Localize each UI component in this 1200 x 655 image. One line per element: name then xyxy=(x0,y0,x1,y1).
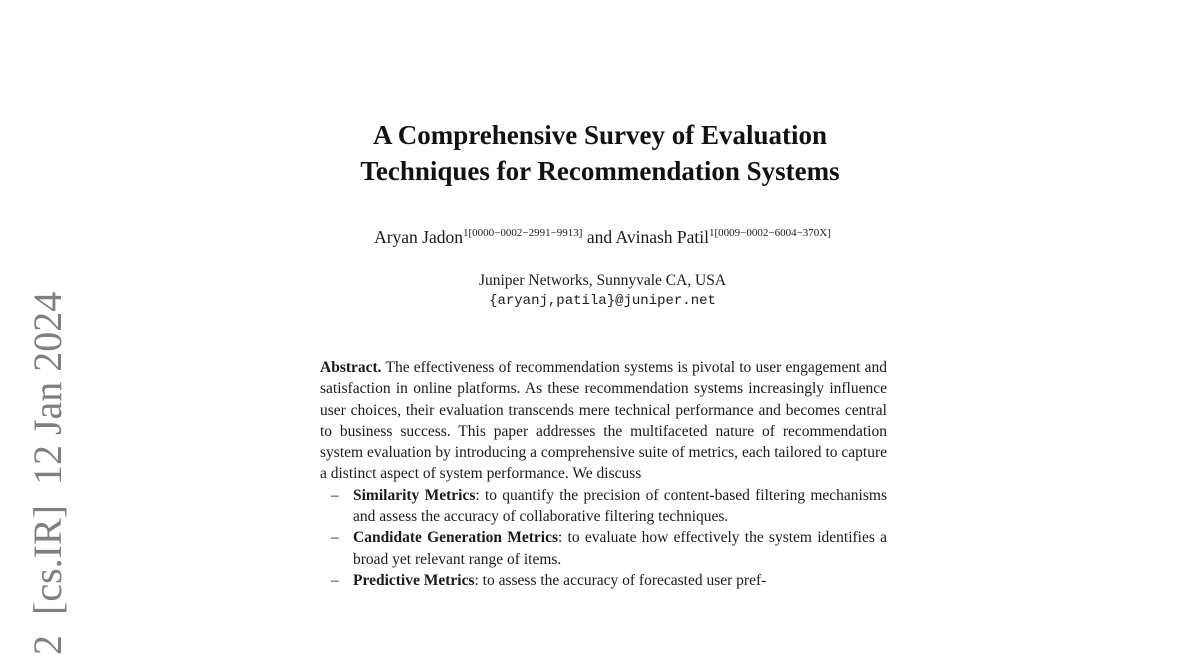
metric-description: : to assess the accuracy of forecasted user pref- xyxy=(474,571,767,589)
metric-term: Predictive Metrics xyxy=(353,571,475,589)
bullet-dash: – xyxy=(331,529,339,547)
metric-term: Similarity Metrics xyxy=(353,486,476,504)
metric-term: Candidate Generation Metrics xyxy=(353,529,559,547)
bullet-dash: – xyxy=(331,486,339,504)
author-joiner: and xyxy=(582,227,616,247)
list-item xyxy=(320,527,887,570)
author-list xyxy=(0,226,1200,248)
abstract-text: The effectiveness of recommendation systems is pivotal to user engagement and satisfaction in online platforms. As these recommendation systems increasingly influence user choices, their evaluation transcends mere technical performance and becomes central to business success. This paper addresses the multifaceted nature of recommendation system evaluation by introducing a comprehensive suite of metrics, each tailored to capture a distinct aspect of system performance. We discuss xyxy=(320,359,887,483)
orcid-id: [0000−0002−2991−9913] xyxy=(468,227,583,239)
orcid-id: [0009−0002−6004−370X] xyxy=(714,227,831,239)
affiliation-block xyxy=(0,270,1200,312)
affiliation: Juniper Networks, Sunnyvale CA, USA xyxy=(478,272,727,289)
author-name: Aryan Jadon xyxy=(374,227,464,247)
arxiv-stamp: 2 [cs.IR] 12 Jan 2024 xyxy=(25,291,70,655)
affiliation-mark: 1 xyxy=(463,227,469,239)
metrics-list xyxy=(320,485,887,591)
title-line-1: A Comprehensive Survey of Evaluation xyxy=(372,120,828,150)
author-name: Avinash Patil xyxy=(615,227,710,247)
abstract-body xyxy=(320,357,887,485)
affiliation-mark: 1 xyxy=(709,227,715,239)
list-item xyxy=(320,485,887,528)
abstract xyxy=(320,357,887,591)
paper-title xyxy=(0,117,1200,189)
bullet-dash: – xyxy=(331,571,339,589)
abstract-label: Abstract. xyxy=(320,359,382,376)
metric-description: : to quantify the precision of content-based filtering mechanisms and assess the accuracy of collaborative filtering techniques. xyxy=(353,486,887,526)
email-address: {aryanj,patila}@juniper.net xyxy=(489,293,716,309)
title-line-2: Techniques for Recommendation Systems xyxy=(360,156,840,186)
list-item xyxy=(320,570,887,591)
metric-description: : to evaluate how effectively the system identifies a broad yet relevant range of items. xyxy=(353,529,887,568)
